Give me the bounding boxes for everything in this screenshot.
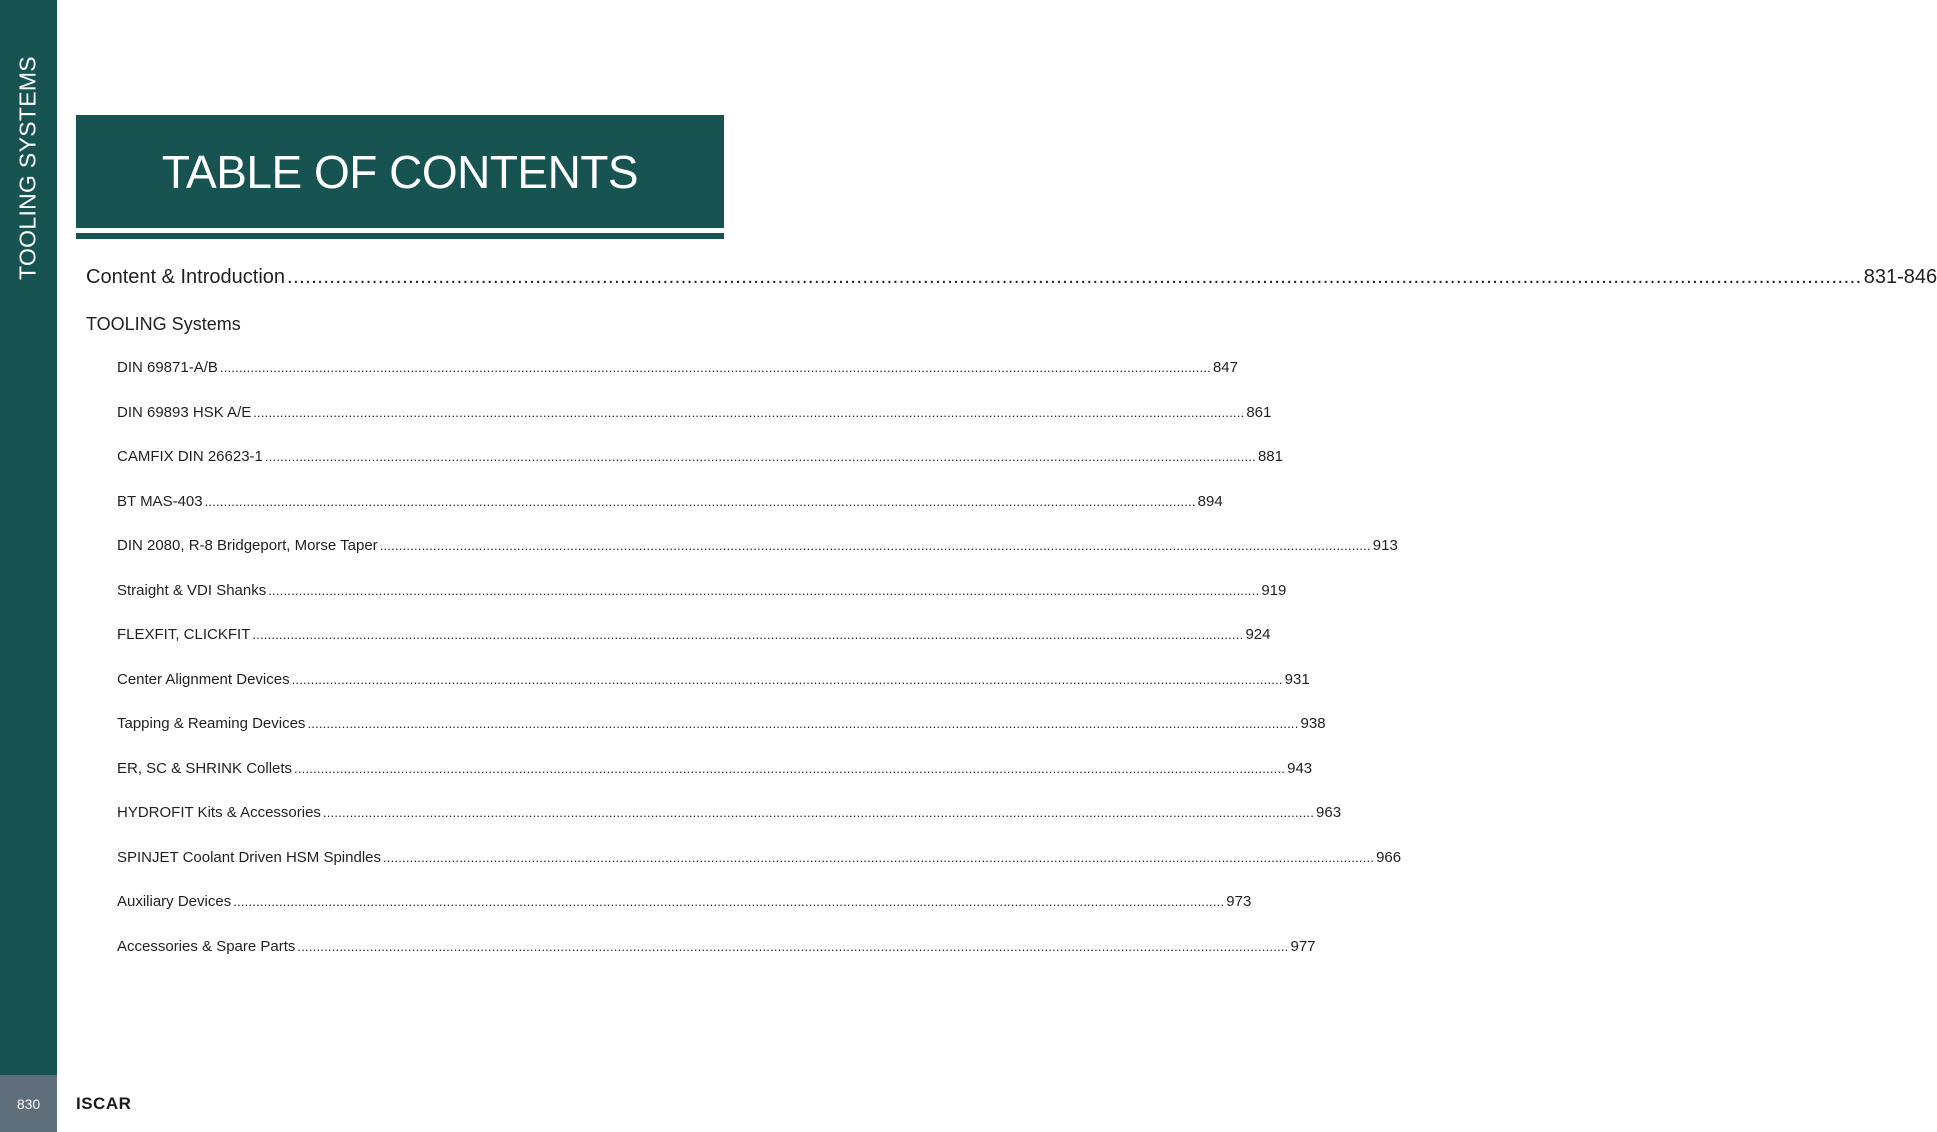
page-number-box [0, 1075, 57, 1132]
toc-entry-label: Straight & VDI Shanks [117, 581, 267, 599]
toc-entry-page: 977 [1290, 937, 1316, 955]
page-number: 830 [16, 1095, 41, 1112]
toc-entry[interactable] [117, 848, 1402, 866]
toc-entry-label: Center Alignment Devices [117, 670, 290, 688]
toc-entry-page: 919 [1261, 581, 1287, 599]
title-underline [76, 233, 724, 239]
toc-entry-page: 973 [1226, 893, 1252, 910]
toc-intro-row[interactable] [86, 266, 1937, 289]
sidebar [0, 0, 57, 1075]
toc-entry-page: 847 [1212, 359, 1238, 376]
toc-entry[interactable] [117, 893, 1252, 910]
toc-entry-page: 963 [1316, 804, 1342, 821]
toc-entry-page: 931 [1284, 670, 1310, 688]
toc-entry-label: Auxiliary Devices [117, 893, 232, 910]
leader-dots: .................................................................................................................................................................................................................................................................... [233, 894, 1225, 909]
page-title: TABLE OF CONTENTS [161, 146, 639, 198]
toc-entry-page: 943 [1287, 759, 1313, 777]
toc-entry[interactable] [117, 403, 1272, 421]
leader-dots: .................................................................................................................................................................................................................................................................... [307, 716, 1299, 731]
leader-dots: .................................................................................................................................................................................................................................................................... [268, 582, 1260, 598]
leader-dots: .................................................................................................................................................................................................................................................................... [252, 627, 1244, 642]
toc-entry-label: ER, SC & SHRINK Collets [117, 759, 293, 777]
leader-dots: .................................................................................................................................................................................................................................................................... [287, 266, 1862, 288]
toc-entry[interactable] [117, 626, 1271, 643]
toc-entry-label: SPINJET Coolant Driven HSM Spindles [117, 848, 381, 866]
toc-entry-page: 894 [1197, 492, 1223, 510]
leader-dots: .................................................................................................................................................................................................................................................................... [253, 404, 1245, 420]
sidebar-label: TOOLING SYSTEMS [14, 56, 41, 280]
toc-entry-label: Tapping & Reaming Devices [117, 715, 306, 732]
toc-entry[interactable] [117, 492, 1223, 510]
toc-entry[interactable] [117, 448, 1283, 465]
section-heading: TOOLING Systems [86, 314, 241, 334]
brand-logo: ISCAR [76, 1094, 132, 1113]
toc-intro-pages: 831-846 [1863, 266, 1937, 288]
leader-dots: .................................................................................................................................................................................................................................................................... [294, 760, 1286, 776]
toc-entry-page: 924 [1245, 626, 1271, 643]
toc-entry[interactable] [117, 670, 1310, 688]
toc-entry-label: FLEXFIT, CLICKFIT [117, 626, 251, 643]
toc-entry-label: HYDROFIT Kits & Accessories [117, 804, 321, 821]
toc-entry-page: 861 [1246, 403, 1272, 421]
toc-entry[interactable] [117, 537, 1398, 554]
toc-entry[interactable] [117, 804, 1342, 821]
leader-dots: .................................................................................................................................................................................................................................................................... [297, 938, 1289, 954]
toc-entry[interactable] [117, 937, 1316, 955]
toc-entry-label: CAMFIX DIN 26623-1 [117, 448, 263, 465]
toc-entry-page: 938 [1300, 715, 1326, 732]
toc-entry[interactable] [117, 759, 1313, 777]
leader-dots: .................................................................................................................................................................................................................................................................... [322, 805, 1315, 820]
toc-entry-page: 913 [1372, 537, 1398, 554]
toc-intro-label: Content & Introduction [86, 266, 286, 288]
toc-entry[interactable] [117, 359, 1238, 376]
toc-entry-label: BT MAS-403 [117, 492, 203, 510]
toc-entry[interactable] [117, 581, 1287, 599]
leader-dots: .................................................................................................................................................................................................................................................................... [379, 538, 1371, 553]
toc-entry-label: DIN 69893 HSK A/E [117, 403, 252, 421]
toc-entry-page: 966 [1376, 848, 1402, 866]
toc-entry[interactable] [117, 715, 1326, 732]
leader-dots: .................................................................................................................................................................................................................................................................... [219, 360, 1211, 375]
toc-entry-label: Accessories & Spare Parts [117, 937, 296, 955]
toc-entry-label: DIN 2080, R-8 Bridgeport, Morse Taper [117, 537, 378, 554]
leader-dots: .................................................................................................................................................................................................................................................................... [264, 449, 1256, 464]
leader-dots: .................................................................................................................................................................................................................................................................... [291, 671, 1283, 687]
title-banner [76, 115, 724, 228]
leader-dots: .................................................................................................................................................................................................................................................................... [383, 849, 1375, 865]
toc-entry-label: DIN 69871-A/B [117, 359, 218, 376]
toc-entry-page: 881 [1257, 448, 1283, 465]
leader-dots: .................................................................................................................................................................................................................................................................... [204, 493, 1196, 509]
